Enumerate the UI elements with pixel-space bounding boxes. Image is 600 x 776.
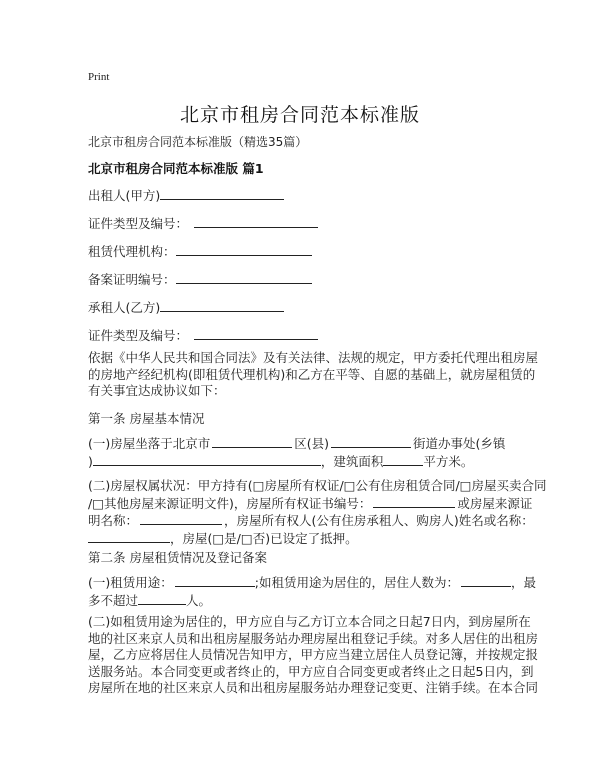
fill-blank (160, 187, 284, 200)
section-heading: 北京市租房合同范本标准版 篇1 (88, 161, 264, 176)
text-line: 依据《中华人民共和国合同法》及有关法律、法规的规定，甲方委托代理出租房屋 (88, 350, 539, 365)
text-segment: (一)租赁用途： (88, 575, 173, 590)
document-subtitle: 北京市租房合同范本标准版（精选35篇） (88, 135, 308, 149)
text-line: (二)房屋权属状况：甲方持有(□房屋所有权证/□公有住房租赁合同/□房屋买卖合同 (88, 478, 547, 493)
field-label: 备案证明编号： (88, 272, 176, 287)
field-label: 出租人(甲方) (88, 188, 161, 203)
text-segment: ;如租赁用途为居住的，居住人数为： (254, 575, 459, 590)
text-line (88, 453, 528, 471)
fill-blank (140, 512, 222, 525)
text-line: 送服务站。本合同变更或者终止的，甲方应自合同变更或者终止之日起5日内，到 (88, 663, 534, 679)
intro-paragraph (88, 350, 539, 400)
text-line: 有关事宜达成协议如下： (88, 383, 226, 398)
text-segment: 或房屋来源证 (457, 495, 533, 511)
text-line: 地的社区来京人员和出租房屋服务站办理房屋出租登记手续。对多人居住的出租房 (88, 630, 539, 646)
text-line: 房屋所在地的社区来京人员和出租房屋服务站办理登记变更、注销手续。在本合同 (88, 680, 539, 695)
fill-blank (93, 453, 321, 466)
fill-blank (138, 592, 186, 605)
text-line: 的房地产经纪机构(即租赁代理机构)和乙方在平等、自愿的基础上，就房屋租赁的 (88, 366, 536, 382)
text-segment: ，最 (510, 575, 536, 590)
article-1-heading: 第一条 房屋基本情况 (88, 411, 205, 426)
text-segment: 多不超过 (88, 592, 139, 608)
article-2-item-2 (88, 614, 539, 697)
field-lessee-id (88, 326, 318, 344)
print-label[interactable]: Print (88, 71, 110, 83)
text-line: (二)如租赁用途为居住的，甲方应自与乙方订立本合同之日起7日内，到房屋所在 (88, 614, 531, 629)
fill-blank (461, 574, 511, 587)
fill-blank (160, 299, 284, 312)
article-1-item-2 (88, 478, 547, 547)
field-label: 租赁代理机构： (88, 244, 176, 259)
fill-blank (373, 495, 455, 508)
text-line (88, 530, 528, 548)
text-segment: ) (88, 453, 93, 469)
text-segment: 人。 (186, 592, 212, 608)
text-segment: ，房屋(□是/□否)已设定了抵押。 (170, 530, 358, 546)
article-1-item-1 (88, 435, 528, 470)
field-label: 承租人(乙方) (88, 300, 161, 315)
fill-blank (383, 453, 423, 466)
fill-blank (175, 574, 255, 587)
text-line (88, 512, 534, 530)
text-segment: 明名称： (88, 513, 139, 528)
article-2-item-1 (88, 574, 536, 609)
fill-blank (212, 435, 292, 448)
fill-blank (176, 243, 312, 256)
text-segment: ，建筑面积 (320, 453, 384, 469)
text-line: 屋，乙方应将居住人员情况告知甲方，甲方应当建立居住人员登记簿，并按规定报 (88, 647, 539, 662)
field-label: 证件类型及编号： (88, 216, 189, 231)
text-segment: (一)房屋坐落于北京市 (88, 436, 211, 451)
field-lessor-id (88, 214, 318, 232)
text-segment: 区(县) (294, 436, 330, 451)
text-line (88, 592, 528, 610)
field-filing-number (88, 270, 312, 288)
fill-blank (88, 530, 170, 543)
text-segment: /□其他房屋来源证明文件)，房屋所有权证书编号： (88, 495, 372, 511)
text-segment: ，房屋所有权人(公有住房承租人、购房人)姓名或名称： (224, 513, 534, 528)
text-segment: 街道办事处(乡镇 (413, 436, 506, 451)
field-label: 证件类型及编号： (88, 328, 189, 343)
text-line (88, 495, 533, 513)
fill-blank (176, 271, 312, 284)
fill-blank (331, 435, 411, 448)
field-agency (88, 242, 312, 260)
fill-blank (194, 327, 318, 340)
field-lessee (88, 298, 284, 316)
field-lessor (88, 186, 284, 204)
text-segment: 平方米。 (423, 453, 474, 469)
text-line (88, 435, 528, 453)
text-line (88, 574, 536, 592)
document-title: 北京市租房合同范本标准版 (179, 104, 420, 126)
fill-blank (194, 215, 318, 228)
article-2-heading: 第二条 房屋租赁情况及登记备案 (88, 550, 267, 565)
